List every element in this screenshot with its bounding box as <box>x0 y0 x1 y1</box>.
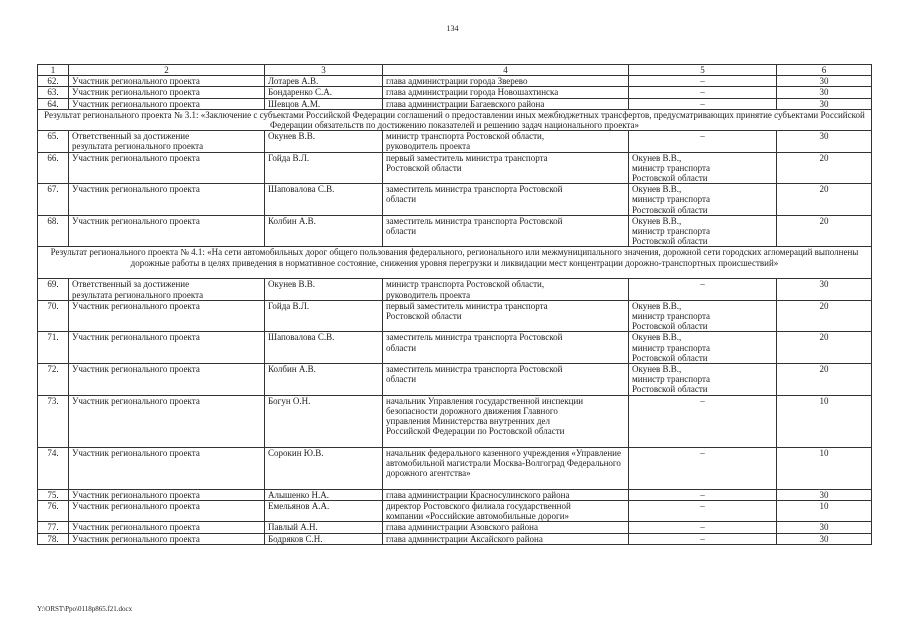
supervisor-cell: – <box>629 500 777 521</box>
cell-line: Ростовской области <box>386 311 462 322</box>
row-number: 77. <box>38 522 69 533</box>
value-cell: 30 <box>777 489 872 500</box>
value-cell: 30 <box>777 279 872 300</box>
position-cell <box>383 215 629 247</box>
supervisor-cell: – <box>629 489 777 500</box>
table-row <box>38 87 872 98</box>
cell-line: области <box>386 194 417 205</box>
value-cell: 10 <box>777 500 872 521</box>
cell-line: Ростовской области <box>632 352 708 363</box>
supervisor-cell: – <box>629 533 777 544</box>
cell-line: Окунев В.В., <box>632 184 682 195</box>
cell-line: Окунев В.В., <box>632 364 682 375</box>
cell-line: руководитель проекта <box>386 141 471 152</box>
role-cell: Участник регионального проекта <box>69 533 265 544</box>
table-row <box>38 300 872 332</box>
role-cell: Участник регионального проекта <box>69 395 265 447</box>
row-number: 72. <box>38 364 69 396</box>
name-cell: Лотарев А.В. <box>265 76 383 87</box>
table-row <box>38 215 872 247</box>
row-number: 66. <box>38 152 69 184</box>
role-cell: Участник регионального проекта <box>69 98 265 109</box>
cell-line: безопасности дорожного движения Главного <box>386 405 558 416</box>
name-cell: Колбин А.В. <box>265 364 383 396</box>
row-number: 75. <box>38 489 69 500</box>
cell-line: Окунев В.В., <box>632 152 682 163</box>
role-cell: Участник регионального проекта <box>69 152 265 184</box>
table-row <box>38 332 872 364</box>
role-cell: Участник регионального проекта <box>69 76 265 87</box>
role-cell: Участник регионального проекта <box>69 87 265 98</box>
cell-line: Ростовской области <box>632 204 708 215</box>
position-cell: глава администрации Багаевского района <box>383 98 629 109</box>
position-cell <box>383 279 629 300</box>
name-cell: Гойда В.Л. <box>265 152 383 184</box>
supervisor-cell <box>629 152 777 184</box>
value-cell: 20 <box>777 300 872 332</box>
table-row <box>38 395 872 447</box>
column-header: 5 <box>629 65 777 76</box>
value-cell: 20 <box>777 152 872 184</box>
row-number: 71. <box>38 332 69 364</box>
row-number: 64. <box>38 98 69 109</box>
cell-line: заместитель министра транспорта Ростовской <box>386 215 563 226</box>
cell-line: первый заместитель министра транспорта <box>386 152 548 163</box>
cell-line: Ростовской области <box>632 236 708 247</box>
value-cell: 30 <box>777 87 872 98</box>
row-number: 76. <box>38 500 69 521</box>
position-cell <box>383 152 629 184</box>
name-cell: Бондаренко С.А. <box>265 87 383 98</box>
row-number: 67. <box>38 184 69 216</box>
position-cell <box>383 332 629 364</box>
row-number: 78. <box>38 533 69 544</box>
footer-file-path: Y:\ORST\Ppo\0118p865.f21.docx <box>37 605 133 613</box>
value-cell: 20 <box>777 332 872 364</box>
cell-line: министр транспорта Ростовской области, <box>386 131 545 142</box>
position-cell: глава администрации Аксайского района <box>383 533 629 544</box>
cell-line: Ростовской области <box>632 384 708 395</box>
row-number: 69. <box>38 279 69 300</box>
role-cell: Участник регионального проекта <box>69 332 265 364</box>
position-cell: глава администрации города Новошахтинска <box>383 87 629 98</box>
table-row <box>38 152 872 184</box>
row-number: 70. <box>38 300 69 332</box>
cell-line: первый заместитель министра транспорта <box>386 300 548 311</box>
cell-line: начальник Управления государственной инспекции <box>386 395 584 406</box>
supervisor-cell <box>629 184 777 216</box>
cell-line: Ответственный за достижение <box>72 279 190 290</box>
supervisor-cell <box>629 364 777 396</box>
value-cell: 30 <box>777 98 872 109</box>
cell-line: Окунев В.В., <box>632 215 682 226</box>
table-row <box>38 131 872 152</box>
value-cell: 20 <box>777 184 872 216</box>
supervisor-cell: – <box>629 447 777 489</box>
cell-line: руководитель проекта <box>386 289 471 300</box>
position-cell <box>383 500 629 521</box>
table-row <box>38 364 872 396</box>
table-row <box>38 98 872 109</box>
cell-line: министр транспорта <box>632 342 711 353</box>
column-header: 3 <box>265 65 383 76</box>
value-cell: 30 <box>777 76 872 87</box>
role-cell: Участник регионального проекта <box>69 522 265 533</box>
name-cell: Шаповалова С.В. <box>265 332 383 364</box>
table-row <box>38 522 872 533</box>
supervisor-cell: – <box>629 131 777 152</box>
cell-line: Ростовской области <box>386 162 462 173</box>
row-number: 65. <box>38 131 69 152</box>
cell-line: компании «Российские автомобильные дороги» <box>386 511 570 522</box>
position-cell <box>383 300 629 332</box>
cell-line: Окунев В.В., <box>632 332 682 343</box>
cell-line: министр транспорта <box>632 374 711 385</box>
value-cell: 10 <box>777 447 872 489</box>
cell-line: директор Ростовского филиала государственной <box>386 500 571 511</box>
position-cell: глава администрации Азовского района <box>383 522 629 533</box>
role-cell: Участник регионального проекта <box>69 500 265 521</box>
result-heading: Результат регионального проекта № 4.1: «На сети автомобильных дорог общего пользования федерального, регионального или межмуниципального значения, дорожной сети городских агломераций выполнены дорожные работы в целях приведения в нормативное состояние, снижения уровня перегрузки и ликвидации мест концентрации дорожно-транспортных происшествий» <box>38 247 872 279</box>
position-cell: глава администрации города Зверево <box>383 76 629 87</box>
header-row <box>38 65 872 76</box>
cell-line: области <box>386 374 417 385</box>
supervisor-cell: – <box>629 522 777 533</box>
cell-line: министр транспорта <box>632 226 711 237</box>
name-cell: Сорокин Ю.В. <box>265 447 383 489</box>
table-row <box>38 76 872 87</box>
position-cell: глава администрации Красносулинского района <box>383 489 629 500</box>
name-cell: Гойда В.Л. <box>265 300 383 332</box>
role-cell <box>69 279 265 300</box>
value-cell: 30 <box>777 131 872 152</box>
supervisor-cell: – <box>629 279 777 300</box>
column-header: 6 <box>777 65 872 76</box>
column-header: 4 <box>383 65 629 76</box>
position-cell <box>383 395 629 447</box>
table-row <box>38 184 872 216</box>
result-heading: Результат регионального проекта № 3.1: «Заключение с субъектами Российской Федерации соглашений о предоставлении иных межбюджетных трансфертов, предусматривающих принятие субъектами Российской Федерации обязательств по достижению показателей и решению задач национального проекта» <box>38 109 872 130</box>
position-cell: начальник федерального казенного учреждения «Управление автомобильной магистрали Москва-Волгоград Федерального дорожного агентства» <box>383 447 629 489</box>
name-cell: Павлый А.Н. <box>265 522 383 533</box>
name-cell: Окунев В.В. <box>265 279 383 300</box>
cell-line: заместитель министра транспорта Ростовской <box>386 364 563 375</box>
cell-line: результата регионального проекта <box>72 141 204 152</box>
row-number: 62. <box>38 76 69 87</box>
participants-table <box>37 64 872 545</box>
name-cell: Шевцов А.М. <box>265 98 383 109</box>
name-cell: Окунев В.В. <box>265 131 383 152</box>
cell-line: результата регионального проекта <box>72 289 204 300</box>
result-heading-row <box>38 247 872 279</box>
cell-line: Российской Федерации по Ростовской области <box>386 426 565 437</box>
cell-line: Ростовской области <box>632 321 708 332</box>
column-header: 2 <box>69 65 265 76</box>
cell-line: Ответственный за достижение <box>72 131 190 142</box>
cell-line: области <box>386 226 417 237</box>
value-cell: 20 <box>777 215 872 247</box>
name-cell: Емельянов А.А. <box>265 500 383 521</box>
supervisor-cell <box>629 300 777 332</box>
name-cell: Богун О.Н. <box>265 395 383 447</box>
cell-line: Окунев В.В., <box>632 300 682 311</box>
row-number: 63. <box>38 87 69 98</box>
table-row <box>38 500 872 521</box>
name-cell: Шаповалова С.В. <box>265 184 383 216</box>
row-number: 68. <box>38 215 69 247</box>
cell-line: министр транспорта <box>632 194 711 205</box>
supervisor-cell <box>629 215 777 247</box>
page-number: 134 <box>446 24 459 33</box>
position-cell <box>383 184 629 216</box>
value-cell: 10 <box>777 395 872 447</box>
column-header: 1 <box>38 65 69 76</box>
cell-line: области <box>386 342 417 353</box>
role-cell: Участник регионального проекта <box>69 364 265 396</box>
row-number: 74. <box>38 447 69 489</box>
supervisor-cell <box>629 332 777 364</box>
role-cell: Участник регионального проекта <box>69 447 265 489</box>
role-cell <box>69 131 265 152</box>
position-cell <box>383 131 629 152</box>
cell-line: министр транспорта <box>632 162 711 173</box>
table-row <box>38 533 872 544</box>
cell-line: Ростовской области <box>632 173 708 184</box>
table-row <box>38 279 872 300</box>
value-cell: 30 <box>777 533 872 544</box>
name-cell: Алышенко Н.А. <box>265 489 383 500</box>
name-cell: Колбин А.В. <box>265 215 383 247</box>
cell-line: заместитель министра транспорта Ростовской <box>386 332 563 343</box>
role-cell: Участник регионального проекта <box>69 489 265 500</box>
supervisor-cell: – <box>629 76 777 87</box>
supervisor-cell: – <box>629 98 777 109</box>
value-cell: 30 <box>777 522 872 533</box>
row-number: 73. <box>38 395 69 447</box>
role-cell: Участник регионального проекта <box>69 215 265 247</box>
cell-line: заместитель министра транспорта Ростовской <box>386 184 563 195</box>
position-cell <box>383 364 629 396</box>
name-cell: Бодряков С.Н. <box>265 533 383 544</box>
supervisor-cell: – <box>629 395 777 447</box>
value-cell: 20 <box>777 364 872 396</box>
supervisor-cell: – <box>629 87 777 98</box>
cell-line: министр транспорта Ростовской области, <box>386 279 545 290</box>
table-row <box>38 489 872 500</box>
table-row <box>38 447 872 489</box>
cell-line: управления Министерства внутренних дел <box>386 416 550 427</box>
result-heading-row <box>38 109 872 130</box>
role-cell: Участник регионального проекта <box>69 300 265 332</box>
role-cell: Участник регионального проекта <box>69 184 265 216</box>
cell-line: министр транспорта <box>632 311 711 322</box>
